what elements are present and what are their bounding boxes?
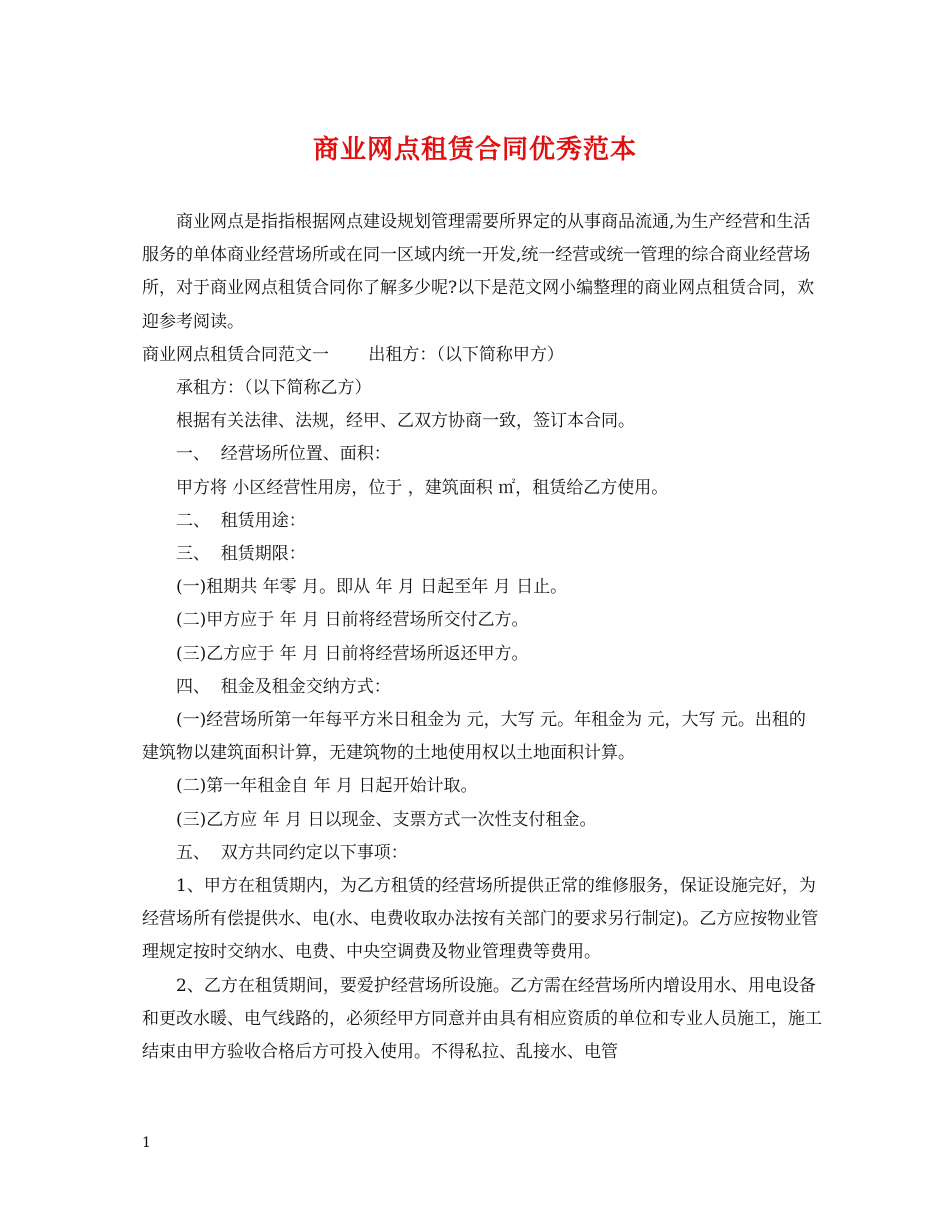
- section-heading: 二、 租赁用途：: [176, 510, 306, 531]
- clause-paragraph: (一)租期共 年零 月。即从 年 月 日起至年 月 日止。: [176, 577, 568, 598]
- contract-heading-line: 商业网点租赁合同范文一 出租方：（以下简称甲方）: [142, 344, 564, 365]
- agreement-basis-line: 根据有关法律、法规，经甲、乙双方协商一致，签订本合同。: [176, 411, 635, 432]
- clause-paragraph: (三)乙方应于 年 月 日前将经营场所返还甲方。: [176, 643, 529, 664]
- section-heading: 一、 经营场所位置、面积：: [176, 444, 391, 465]
- clause-paragraph: (二)甲方应于 年 月 日前将经营场所交付乙方。: [176, 610, 529, 631]
- clause-paragraph: (三)乙方应 年 月 日以现金、支票方式一次性支付租金。: [176, 809, 597, 830]
- clause-paragraph: (二)第一年租金自 年 月 日起开始计取。: [176, 776, 478, 797]
- page-number: 1: [142, 1135, 151, 1151]
- section-heading: 五、 双方共同约定以下事项：: [176, 842, 408, 863]
- document-body: [142, 206, 822, 1069]
- intro-paragraph: 商业网点是指指根据网点建设规划管理需要所界定的从事商品流通,为生产经营和生活服务的单体商业经营场所或在同一区域内统一开发,统一经营或统一管理的综合商业经营场所，对于商业网点租赁合同你了解多少呢?以下是范文网小编整理的商业网点租赁合同，欢迎参考阅读。: [142, 212, 815, 332]
- clause-paragraph: 2、乙方在租赁期间，要爱护经营场所设施。乙方需在经营场所内增设用水、用电设备和更改水暖、电气线路的，必须经甲方同意并由具有相应资质的单位和专业人员施工，施工结束由甲方验收合格后方可投入使用。不得私拉、乱接水、电管: [142, 975, 822, 1063]
- document-title: 商业网点租赁合同优秀范本: [312, 135, 637, 165]
- section-heading: 四、 租金及租金交纳方式：: [176, 676, 391, 697]
- clause-paragraph: 甲方将 小区经营性用房，位于 ，建筑面积 ㎡，租赁给乙方使用。: [176, 477, 669, 498]
- clause-paragraph: 1、甲方在租赁期内，为乙方租赁的经营场所提供正常的维修服务，保证设施完好，为经营场所有偿提供水、电(水、电费收取办法按有关部门的要求另行制定)。乙方应按物业管理规定按时交纳水、电费、中央空调费及物业管理费等费用。: [142, 876, 819, 963]
- section-heading: 三、 租赁期限：: [176, 544, 306, 565]
- clause-paragraph: (一)经营场所第一年每平方米日租金为 元，大写 元。年租金为 元，大写 元。出租的建筑物以建筑面积计算，无建筑物的土地使用权以土地面积计算。: [142, 710, 806, 764]
- lessee-line: 承租方：（以下简称乙方）: [176, 378, 372, 399]
